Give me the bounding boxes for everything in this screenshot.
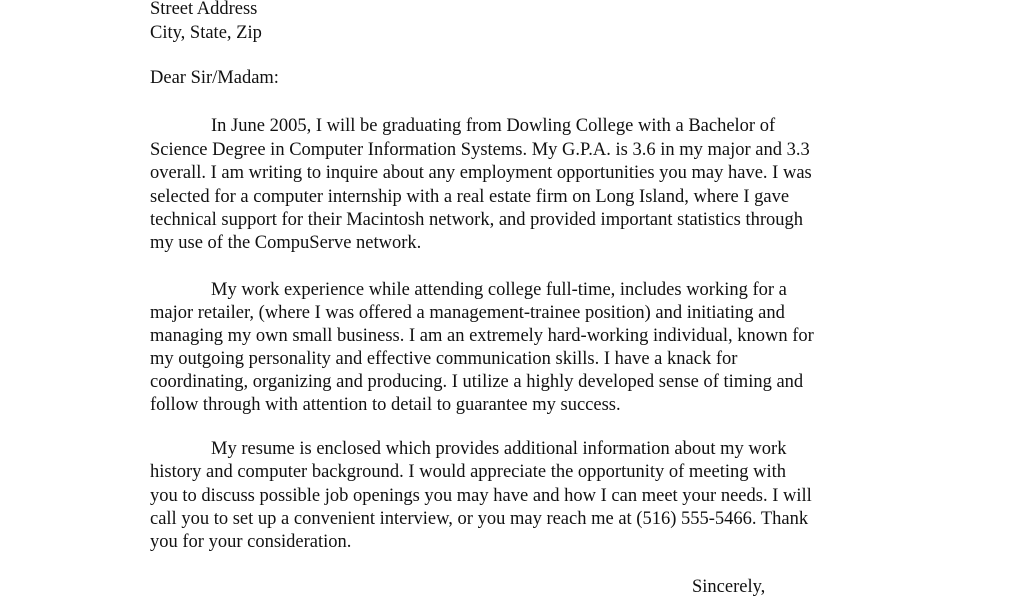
paragraph-1-line: selected for a computer internship with a real estate firm on Long Island, where I gave: [150, 187, 790, 207]
paragraph-3-line: call you to set up a convenient interview, or you may reach me at (516) 555-5466. Thank: [150, 509, 809, 529]
paragraph-2-line: My work experience while attending college full-time, includes working for a: [211, 280, 787, 300]
closing: Sincerely,: [692, 577, 766, 597]
paragraph-2-line: follow through with attention to detail to guarantee my success.: [150, 395, 621, 415]
salutation: Dear Sir/Madam:: [150, 68, 279, 88]
paragraph-3-line: history and computer background. I would appreciate the opportunity of meeting with: [150, 462, 787, 482]
address-city-state-zip: City, State, Zip: [150, 23, 262, 43]
paragraph-3-line: you for your consideration.: [150, 532, 352, 552]
paragraph-1-line: technical support for their Macintosh network, and provided important statistics through: [150, 210, 804, 230]
paragraph-1-line: overall. I am writing to inquire about any employment opportunities you may have. I was: [150, 163, 812, 183]
paragraph-2-line: major retailer, (where I was offered a management-trainee position) and initiating and: [150, 303, 785, 323]
paragraph-3-line: you to discuss possible job openings you may have and how I can meet your needs. I will: [150, 486, 812, 506]
paragraph-1-line: In June 2005, I will be graduating from Dowling College with a Bachelor of: [211, 116, 776, 136]
paragraph-2-line: coordinating, organizing and producing. I utilize a highly developed sense of timing and: [150, 372, 804, 392]
paragraph-2-line: my outgoing personality and effective communication skills. I have a knack for: [150, 349, 738, 369]
paragraph-3-line: My resume is enclosed which provides additional information about my work: [211, 439, 787, 459]
paragraph-2-line: managing my own small business. I am an extremely hard-working individual, known for: [150, 326, 814, 346]
paragraph-1-line: my use of the CompuServe network.: [150, 233, 422, 253]
paragraph-1-line: Science Degree in Computer Information Systems. My G.P.A. is 3.6 in my major and 3.3: [150, 140, 810, 160]
address-street: Street Address: [150, 0, 258, 19]
